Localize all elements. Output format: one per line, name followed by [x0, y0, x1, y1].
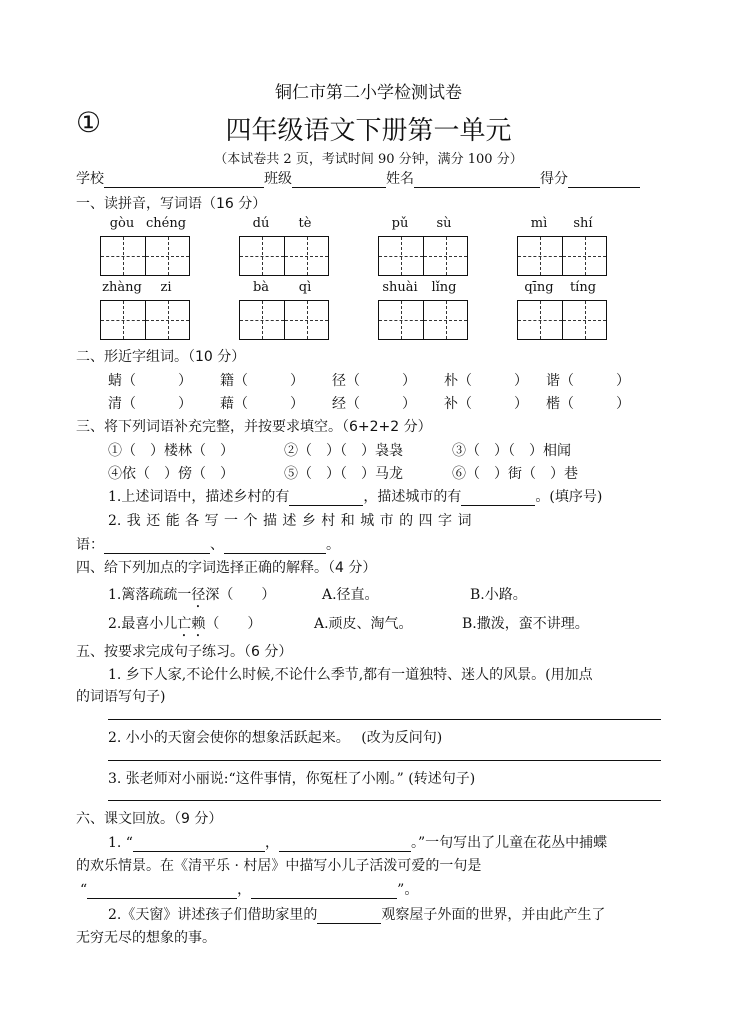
pinyin-label: qīng [524, 280, 554, 295]
s3-q1-text: 。(填序号) [535, 489, 603, 505]
idiom-item[interactable]: ①（ ）楼林（ ） [108, 443, 234, 459]
answer-blank[interactable] [87, 884, 237, 899]
s5-q2: 2. 小小的天窗会使你的想象活跃起来。 (改为反问句) [108, 730, 443, 746]
pinyin-label: sù [436, 216, 452, 231]
answer-blank[interactable] [317, 909, 381, 924]
s6-text: 2.《天窗》讲述孩子们借助家里的 [108, 907, 318, 923]
dotted-word: 径 [191, 587, 206, 603]
s6-text: ”。 [397, 882, 419, 898]
class-label: 班级 [264, 171, 292, 187]
char-item[interactable]: 朴（ ） [444, 373, 528, 389]
s6-text: “ [80, 882, 88, 898]
pinyin-label: bà [252, 280, 270, 295]
pinyin-label: shuài [382, 280, 418, 295]
s6-text: 观察屋子外面的世界，并由此产生了 [381, 907, 606, 923]
writing-cell[interactable] [518, 237, 562, 275]
s4-q2-option-b: B.撒泼，蛮不讲理。 [462, 616, 589, 632]
s3-q1-text: ，描述城市的有 [363, 489, 462, 505]
writing-cell[interactable] [145, 301, 189, 339]
s3-q2: 2. 我 还 能 各 写 一 个 描 述 乡 村 和 城 市 的 四 字 词 [108, 513, 472, 529]
char-item[interactable]: 籍（ ） [220, 373, 304, 389]
writing-cell[interactable] [240, 237, 284, 275]
section-5-heading: 五、按要求完成句子练习。（6 分） [76, 644, 293, 660]
s6-q1-line1 [108, 832, 607, 852]
pinyin-label: mì [530, 216, 548, 231]
school-field[interactable] [104, 173, 264, 188]
answer-blank[interactable] [289, 491, 363, 506]
s3-q2-line [76, 534, 340, 554]
answer-blank[interactable] [251, 884, 397, 899]
writing-cell[interactable] [562, 237, 606, 275]
section-1-heading: 一、读拼音，写词语（16 分） [76, 196, 267, 212]
writing-cell[interactable] [562, 301, 606, 339]
writing-box[interactable] [100, 300, 190, 340]
writing-box[interactable] [378, 300, 468, 340]
s5-q1-line1: 1. 乡下人家,不论什么时候,不论什么季节,都有一道独特、迷人的风景。(用加点 [108, 667, 593, 683]
s4-q2-blank[interactable]: （ ） [205, 616, 262, 632]
s4-q2-text: 2.最喜小儿 [108, 616, 178, 632]
pinyin-label: chéng [145, 216, 187, 231]
section-4-heading: 四、给下列加点的字词选择正确的解释。（4 分） [76, 560, 377, 576]
name-field[interactable] [414, 173, 540, 188]
paper-number: ① [76, 106, 102, 139]
student-info-row [76, 168, 662, 188]
idiom-item[interactable]: ②（ ）（ ）袅袅 [284, 443, 403, 459]
writing-cell[interactable] [145, 237, 189, 275]
s6-q2-line2: 无穷无尽的想象的事。 [76, 930, 216, 946]
idiom-item[interactable]: ⑤（ ）（ ）马龙 [284, 466, 403, 482]
pinyin-label: zi [160, 280, 172, 295]
writing-box[interactable] [378, 236, 468, 276]
answer-line[interactable] [108, 800, 661, 801]
writing-box[interactable] [517, 236, 607, 276]
char-item[interactable]: 经（ ） [332, 396, 416, 412]
writing-cell[interactable] [101, 301, 145, 339]
writing-box[interactable] [517, 300, 607, 340]
answer-blank[interactable] [224, 539, 326, 554]
pinyin-label: lǐng [431, 280, 457, 295]
pinyin-label: pǔ [391, 216, 409, 231]
char-item[interactable]: 谐（ ） [546, 373, 630, 389]
pinyin-label: dú [252, 216, 270, 231]
s4-q1-option-a: A.径直。 [322, 587, 379, 603]
pinyin-label: tíng [569, 280, 597, 295]
writing-cell[interactable] [423, 237, 467, 275]
answer-blank[interactable] [461, 491, 535, 506]
s3-q1 [108, 486, 602, 506]
writing-cell[interactable] [379, 301, 423, 339]
s6-q1-line3 [80, 879, 418, 899]
class-field[interactable] [292, 173, 386, 188]
s6-text: ， [264, 835, 279, 851]
pinyin-label: shí [573, 216, 593, 231]
s5-q1-line2: 的词语写句子) [76, 689, 166, 705]
pinyin-label: gòu [109, 216, 135, 231]
pinyin-label: qì [298, 280, 312, 295]
s4-q1-blank[interactable]: 深（ ） [205, 587, 276, 603]
writing-cell[interactable] [284, 301, 328, 339]
char-item[interactable]: 径（ ） [332, 373, 416, 389]
s6-text: 。”一句写出了儿童在花丛中捕蝶 [410, 835, 608, 851]
s4-q2-option-a: A.顽皮、淘气。 [314, 616, 413, 632]
pinyin-label: tè [298, 216, 312, 231]
char-item[interactable]: 补（ ） [444, 396, 528, 412]
s4-q1 [108, 584, 275, 611]
writing-box[interactable] [239, 236, 329, 276]
score-field[interactable] [568, 173, 640, 188]
answer-line[interactable] [108, 760, 661, 761]
section-6-heading: 六、课文回放。（9 分） [76, 811, 223, 827]
s4-q1-option-b: B.小路。 [470, 587, 527, 603]
s3-q1-text: 1.上述词语中，描述乡村的有 [108, 489, 290, 505]
s6-text: 1. “ [108, 835, 133, 851]
s6-q2-line1 [108, 904, 605, 924]
char-item[interactable]: 楷（ ） [546, 396, 630, 412]
pinyin-label: zhàng [102, 280, 142, 295]
name-label: 姓名 [386, 171, 414, 187]
idiom-item[interactable]: ④依（ ）傍（ ） [108, 466, 234, 482]
writing-cell[interactable] [101, 237, 145, 275]
writing-cell[interactable] [423, 301, 467, 339]
writing-cell[interactable] [379, 237, 423, 275]
writing-cell[interactable] [240, 301, 284, 339]
writing-box[interactable] [100, 236, 190, 276]
section-3-heading: 三、将下列词语补充完整，并按要求填空。（6+2+2 分） [76, 419, 432, 435]
s3-q2-text: 。 [326, 537, 340, 553]
paper-subtitle: （本试卷共 2 页，考试时间 90 分钟，满分 100 分） [214, 152, 523, 167]
char-item[interactable]: 清（ ） [108, 396, 192, 412]
writing-box[interactable] [239, 300, 329, 340]
score-label: 得分 [540, 171, 568, 187]
char-item[interactable]: 藉（ ） [220, 396, 304, 412]
answer-blank[interactable] [104, 539, 210, 554]
s3-q2-text: 语： [76, 537, 104, 553]
s3-q2-text: 、 [210, 537, 224, 553]
answer-blank[interactable] [133, 837, 265, 852]
s6-q1-line2: 的欢乐情景。在《清平乐 · 村居》中描写小儿子活泼可爱的一句是 [76, 858, 482, 874]
writing-cell[interactable] [284, 237, 328, 275]
s4-q2 [108, 613, 261, 640]
idiom-item[interactable]: ⑥（ ）街（ ）巷 [452, 466, 578, 482]
s4-q1-text: 1.篱落疏疏一 [108, 587, 192, 603]
answer-blank[interactable] [279, 837, 411, 852]
s6-text: ， [237, 882, 252, 898]
char-item[interactable]: 蜻（ ） [108, 373, 192, 389]
school-label: 学校 [76, 171, 104, 187]
section-2-heading: 二、形近字组词。（10 分） [76, 349, 246, 365]
writing-cell[interactable] [518, 301, 562, 339]
dotted-word: 亡赖 [177, 616, 206, 632]
answer-line[interactable] [108, 719, 661, 720]
idiom-item[interactable]: ③（ ）（ ）相闻 [452, 443, 571, 459]
page-title: 四年级语文下册第一单元 [225, 116, 512, 146]
school-name: 铜仁市第二小学检测试卷 [275, 83, 462, 103]
s5-q3: 3. 张老师对小丽说:“这件事情，你冤枉了小刚。” (转述句子) [108, 771, 476, 787]
